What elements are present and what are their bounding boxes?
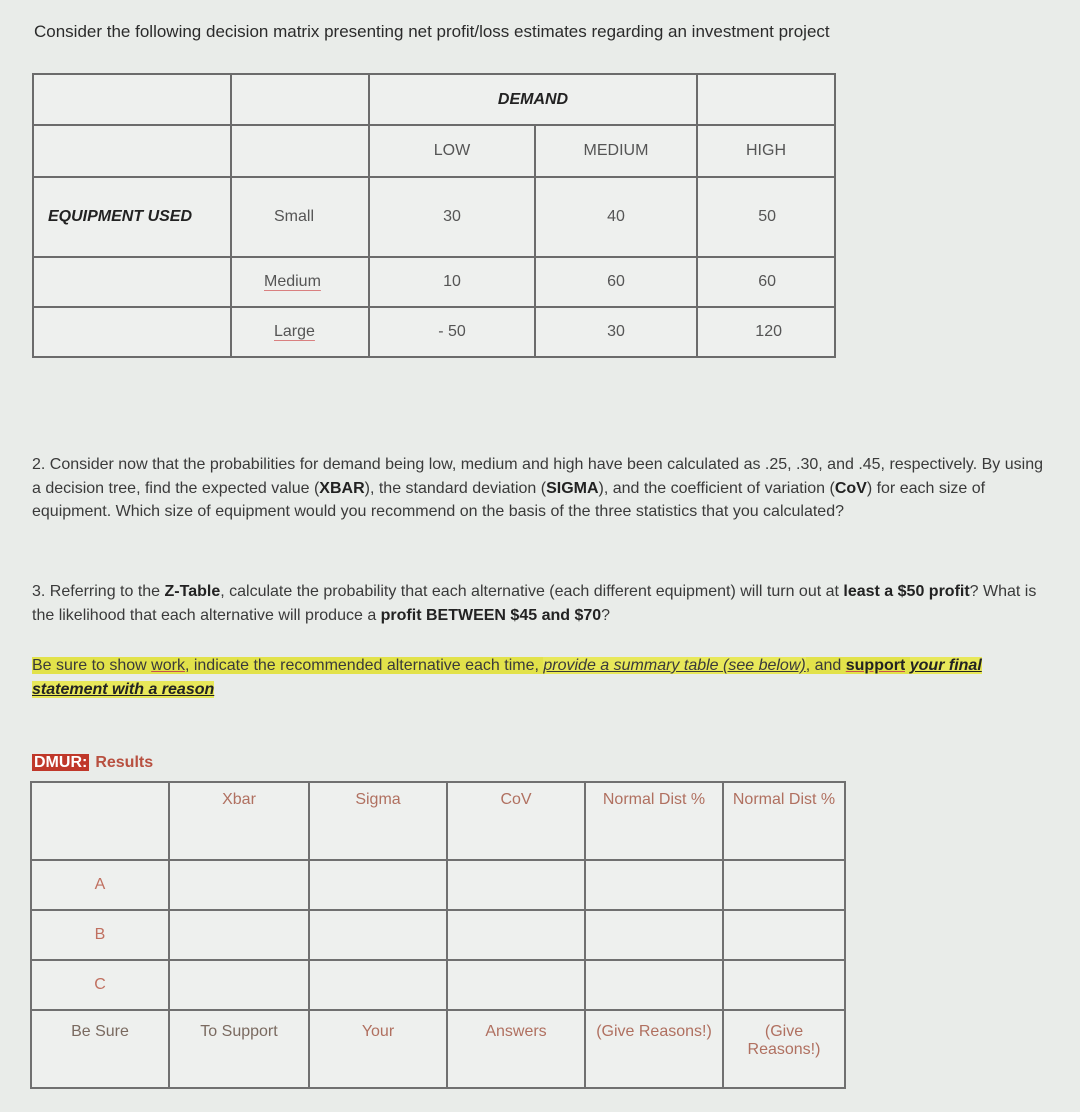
results-cell[interactable] — [169, 960, 309, 1010]
results-cell[interactable] — [723, 860, 845, 910]
value-cell: 40 — [535, 177, 697, 257]
row-label-medium: Medium — [231, 257, 369, 307]
instructions-note: Be sure to show work, indicate the recommended alternative each time, provide a summary table (see below), and support your final statement with a reason — [32, 657, 982, 698]
equipment-used-label: EQUIPMENT USED — [33, 177, 231, 257]
intro-text: Consider the following decision matrix presenting net profit/loss estimates regarding an investment project — [34, 22, 830, 41]
results-cell[interactable] — [585, 860, 723, 910]
matrix-cell — [231, 125, 369, 177]
results-cell[interactable] — [309, 960, 447, 1010]
results-cell[interactable] — [447, 860, 585, 910]
results-header: CoV — [447, 782, 585, 860]
col-high: HIGH — [697, 125, 835, 177]
row-label-b: B — [31, 910, 169, 960]
dmur-label: DMUR: Results — [34, 754, 154, 771]
value-cell: 60 — [535, 257, 697, 307]
col-low: LOW — [369, 125, 535, 177]
value-cell: 120 — [697, 307, 835, 357]
footer-cell: Your — [309, 1010, 447, 1088]
results-cell[interactable] — [169, 910, 309, 960]
results-cell[interactable] — [585, 910, 723, 960]
results-cell[interactable] — [309, 860, 447, 910]
matrix-cell — [33, 307, 231, 357]
value-cell: - 50 — [369, 307, 535, 357]
footer-cell: To Support — [169, 1010, 309, 1088]
results-header: Xbar — [169, 782, 309, 860]
value-cell: 50 — [697, 177, 835, 257]
row-label-large: Large — [231, 307, 369, 357]
question-3: 3. Referring to the Z-Table, calculate the probability that each alternative (each different equipment) will turn out at least a $50 profit? What is the likelihood that each alternative will produce a profit BETWEEN $45 and $70? — [32, 583, 1037, 624]
results-table — [30, 781, 846, 1089]
question-2: 2. Consider now that the probabilities for demand being low, medium and high have been calculated as .25, .30, and .45, respectively. By using a decision tree, find the expected value (XBAR), the standard deviation (SIGMA), and the coefficient of variation (CoV) for each size of equipment. Which size of equipment would you recommend on the basis of the three statistics that you calculated? — [32, 456, 1043, 520]
matrix-cell — [33, 257, 231, 307]
value-cell: 30 — [369, 177, 535, 257]
results-cell[interactable] — [723, 960, 845, 1010]
results-header: Normal Dist % — [585, 782, 723, 860]
row-label-c: C — [31, 960, 169, 1010]
footer-cell: (Give Reasons!) — [585, 1010, 723, 1088]
value-cell: 60 — [697, 257, 835, 307]
col-medium: MEDIUM — [535, 125, 697, 177]
results-cell[interactable] — [585, 960, 723, 1010]
matrix-cell — [697, 74, 835, 125]
matrix-cell — [33, 125, 231, 177]
row-label-small: Small — [231, 177, 369, 257]
demand-header: DEMAND — [369, 74, 697, 125]
results-cell[interactable] — [723, 910, 845, 960]
results-cell[interactable] — [309, 910, 447, 960]
footer-cell: Answers — [447, 1010, 585, 1088]
row-label-a: A — [31, 860, 169, 910]
value-cell: 10 — [369, 257, 535, 307]
results-header: Normal Dist % — [723, 782, 845, 860]
decision-matrix — [32, 73, 836, 358]
matrix-cell — [33, 74, 231, 125]
results-cell[interactable] — [447, 960, 585, 1010]
footer-cell: (Give Reasons!) — [723, 1010, 845, 1088]
matrix-cell — [231, 74, 369, 125]
footer-cell: Be Sure — [31, 1010, 169, 1088]
results-header — [31, 782, 169, 860]
results-header: Sigma — [309, 782, 447, 860]
value-cell: 30 — [535, 307, 697, 357]
results-cell[interactable] — [169, 860, 309, 910]
results-cell[interactable] — [447, 910, 585, 960]
